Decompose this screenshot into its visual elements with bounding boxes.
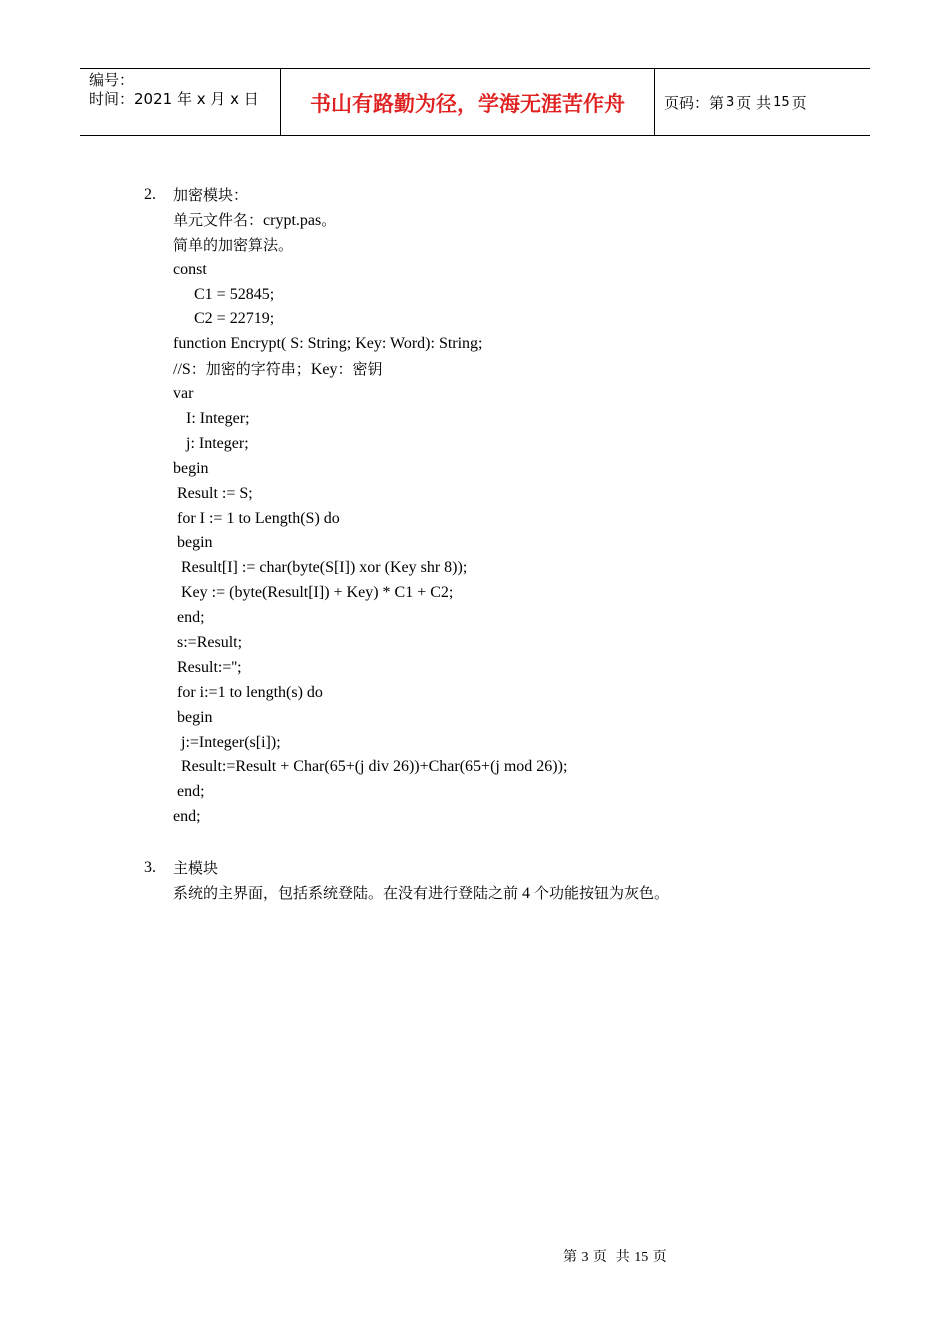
header-page-total: 15 <box>773 94 790 110</box>
line-text: begin <box>173 459 209 477</box>
footer-suffix: 页 <box>652 1249 667 1265</box>
line-text: end; <box>177 609 205 627</box>
text-line <box>0 307 950 332</box>
line-text: C1 = 52845; <box>194 285 275 303</box>
text-line <box>0 407 950 432</box>
section-number: 2. <box>144 186 156 203</box>
line-text: for i:=1 to length(s) do <box>177 683 323 701</box>
line-text: var <box>173 385 194 403</box>
text-line <box>0 606 950 631</box>
document-number-label: 编号： <box>89 71 135 89</box>
footer-page-total: 15 <box>634 1250 649 1265</box>
section-title: 主模块 <box>173 858 219 877</box>
page-header <box>80 68 870 136</box>
header-motto: 书山有路勤为径，学海无涯苦作舟 <box>281 69 655 135</box>
section-gap <box>0 830 950 856</box>
text-line <box>0 706 950 731</box>
text-line <box>0 233 950 258</box>
text-line <box>0 283 950 308</box>
footer-page-current: 3 <box>581 1250 589 1265</box>
section-title: 加密模块： <box>173 186 249 204</box>
text-line <box>0 755 950 780</box>
line-text: begin <box>177 708 213 726</box>
header-page-mid: 页 共 <box>736 93 772 112</box>
line-text: Result[I] := char(byte(S[I]) xor (Key shr 8)); <box>181 559 468 577</box>
text-line <box>0 805 950 830</box>
line-text: I: Integer; <box>186 410 250 428</box>
header-page-suffix: 页 <box>791 93 807 112</box>
text-line <box>0 208 950 233</box>
line-text: end; <box>177 783 205 801</box>
document-body <box>0 183 950 905</box>
text-line <box>0 482 950 507</box>
text-line <box>0 881 950 906</box>
text-line <box>0 581 950 606</box>
section-heading <box>0 856 950 881</box>
line-text: Result:=''; <box>177 658 242 676</box>
line-text: 系统的主界面，包括系统登陆。在没有进行登陆之前 4 个功能按钮为灰色。 <box>173 883 670 902</box>
line-text: 简单的加密算法。 <box>173 235 294 254</box>
line-text: j:=Integer(s[i]); <box>181 733 281 751</box>
line-text: j: Integer; <box>186 434 249 452</box>
header-meta <box>80 69 281 135</box>
text-line <box>0 556 950 581</box>
section <box>0 183 950 830</box>
text-line <box>0 258 950 283</box>
page-footer <box>563 1246 667 1266</box>
text-line <box>0 656 950 681</box>
text-line <box>0 382 950 407</box>
line-text: //S：加密的字符串；Key：密钥 <box>173 360 383 379</box>
line-text: end; <box>173 808 201 826</box>
text-line <box>0 681 950 706</box>
header-page-indicator <box>655 69 870 135</box>
text-line <box>0 507 950 532</box>
footer-prefix: 第 <box>563 1249 577 1265</box>
line-text: C2 = 22719; <box>194 310 275 328</box>
line-text: begin <box>177 534 213 552</box>
document-date-label: 时间：2021 年 x 月 x 日 <box>89 90 259 108</box>
section-heading <box>0 183 950 208</box>
line-text: Key := (byte(Result[I]) + Key) * C1 + C2; <box>181 584 454 602</box>
header-page-current: 3 <box>726 94 735 110</box>
text-line <box>0 780 950 805</box>
line-text: for I := 1 to Length(S) do <box>177 509 340 527</box>
text-line <box>0 357 950 382</box>
text-line <box>0 531 950 556</box>
footer-mid: 页 共 <box>592 1249 630 1265</box>
line-text: Result := S; <box>177 484 253 502</box>
text-line <box>0 631 950 656</box>
text-line <box>0 332 950 357</box>
line-text: const <box>173 260 207 278</box>
text-line <box>0 457 950 482</box>
section-number: 3. <box>144 858 156 876</box>
line-text: s:=Result; <box>177 634 243 652</box>
line-text: 单元文件名：crypt.pas。 <box>173 210 337 229</box>
section <box>0 856 950 906</box>
line-text: function Encrypt( S: String; Key: Word): String; <box>173 335 483 353</box>
line-text: Result:=Result + Char(65+(j div 26))+Char(65+(j mod 26)); <box>181 758 568 776</box>
text-line <box>0 432 950 457</box>
text-line <box>0 731 950 756</box>
header-page-prefix: 页码：第 <box>664 93 725 112</box>
